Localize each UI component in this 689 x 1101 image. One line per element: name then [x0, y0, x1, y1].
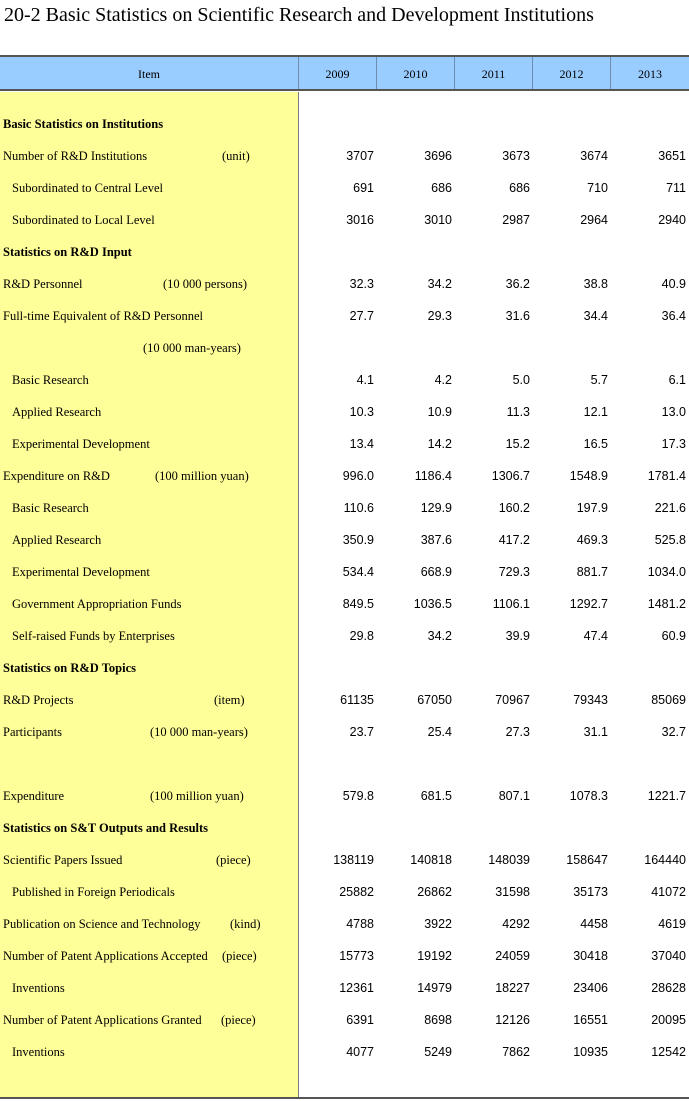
- header-item: Item: [0, 57, 299, 89]
- table-row: [0, 588, 689, 620]
- value-cell-2009: 110.6: [343, 501, 374, 515]
- value-cell-2010: 34.2: [427, 629, 452, 643]
- value-cell-2010: 1036.5: [413, 597, 452, 611]
- table-row: [0, 140, 689, 172]
- value-cell-2010: 67050: [417, 693, 452, 707]
- row-label: Experimental Development: [12, 437, 150, 451]
- value-cell-2010: 140818: [410, 853, 452, 867]
- value-cell-2009: 61135: [340, 693, 374, 707]
- value-cell-2009: 3707: [346, 149, 374, 163]
- value-cell-2011: 27.3: [505, 725, 530, 739]
- value-cell-2011: 148039: [488, 853, 530, 867]
- table-row: [0, 940, 689, 972]
- value-cell-2011: 24059: [495, 949, 530, 963]
- row-label: Scientific Papers Issued: [3, 853, 123, 867]
- header-year-2009: 2009: [299, 57, 377, 89]
- value-cell-2010: 3922: [424, 917, 452, 931]
- value-cell-2012: 1548.9: [569, 469, 608, 483]
- statistics-table: [0, 55, 689, 1099]
- value-cell-2009: 534.4: [342, 565, 374, 579]
- value-cell-2011: 39.9: [505, 629, 530, 643]
- row-unit: (piece): [222, 949, 257, 963]
- value-cell-2010: 5249: [424, 1045, 452, 1059]
- value-cell-2013: 1034.0: [647, 565, 686, 579]
- value-cell-2010: 668.9: [420, 565, 452, 579]
- value-cell-2011: 160.2: [498, 501, 530, 515]
- value-cell-2010: 387.6: [420, 533, 452, 547]
- table-row: [0, 748, 689, 780]
- table-row: [0, 524, 689, 556]
- row-unit: (piece): [216, 853, 251, 867]
- table-row: [0, 908, 689, 940]
- value-cell-2012: 158647: [566, 853, 608, 867]
- row-unit: (kind): [230, 917, 261, 931]
- table-row: [0, 844, 689, 876]
- value-cell-2012: 1292.7: [569, 597, 608, 611]
- value-cell-2011: 70967: [495, 693, 530, 707]
- row-label: Expenditure: [3, 789, 65, 803]
- value-cell-2011: 15.2: [505, 437, 530, 451]
- value-cell-2009: 10.3: [349, 405, 374, 419]
- value-cell-2012: 79343: [573, 693, 608, 707]
- value-cell-2013: 41072: [651, 885, 686, 899]
- value-cell-2012: 5.7: [590, 373, 608, 387]
- value-cell-2011: 36.2: [505, 277, 530, 291]
- value-cell-2012: 47.4: [583, 629, 608, 643]
- value-cell-2013: 6.1: [668, 373, 686, 387]
- table-row: [0, 556, 689, 588]
- value-cell-2009: 25882: [339, 885, 374, 899]
- value-cell-2010: 4.2: [434, 373, 452, 387]
- row-unit: (100 million yuan): [150, 789, 244, 803]
- value-cell-2010: 34.2: [427, 277, 452, 291]
- value-cell-2012: 2964: [580, 213, 608, 227]
- value-cell-2012: 35173: [573, 885, 608, 899]
- table-bottom-rule: [0, 1097, 689, 1099]
- table-row: [0, 332, 689, 364]
- table-row: [0, 172, 689, 204]
- row-unit: (piece): [221, 1013, 256, 1027]
- value-cell-2013: 525.8: [654, 533, 686, 547]
- table-row: [0, 876, 689, 908]
- value-cell-2009: 4077: [346, 1045, 374, 1059]
- value-cell-2009: 6391: [346, 1013, 374, 1027]
- value-cell-2010: 10.9: [427, 405, 452, 419]
- table-row: [0, 460, 689, 492]
- value-cell-2009: 27.7: [349, 309, 374, 323]
- value-cell-2011: 5.0: [512, 373, 530, 387]
- row-label: Participants: [3, 725, 63, 739]
- value-cell-2012: 31.1: [583, 725, 608, 739]
- value-cell-2011: 729.3: [498, 565, 530, 579]
- value-cell-2012: 16.5: [583, 437, 608, 451]
- value-cell-2013: 60.9: [661, 629, 686, 643]
- value-cell-2012: 30418: [573, 949, 608, 963]
- table-row: [0, 428, 689, 460]
- value-cell-2011: 31.6: [505, 309, 530, 323]
- value-cell-2011: 18227: [495, 981, 530, 995]
- value-cell-2013: 17.3: [661, 437, 686, 451]
- value-cell-2011: 12126: [495, 1013, 530, 1027]
- table-row: [0, 204, 689, 236]
- value-cell-2011: 2987: [502, 213, 530, 227]
- value-cell-2013: 2940: [658, 213, 686, 227]
- section-heading: Statistics on R&D Input: [3, 245, 132, 259]
- table-row: [0, 364, 689, 396]
- row-unit: (item): [214, 693, 245, 707]
- value-cell-2009: 996.0: [342, 469, 374, 483]
- value-cell-2012: 881.7: [576, 565, 608, 579]
- row-label: Number of Patent Applications Granted: [3, 1013, 202, 1027]
- table-body: [0, 108, 689, 1068]
- section-heading: Statistics on R&D Topics: [3, 661, 137, 675]
- row-label: Full-time Equivalent of R&D Personnel: [3, 309, 203, 323]
- value-cell-2012: 16551: [573, 1013, 608, 1027]
- value-cell-2013: 711: [666, 181, 686, 195]
- header-year-2010: 2010: [377, 57, 455, 89]
- section-row: [0, 652, 689, 684]
- row-label: Basic Research: [12, 501, 89, 515]
- table-title: 20-2 Basic Statistics on Scientific Research and Development Institutions: [4, 4, 594, 26]
- value-cell-2011: 807.1: [498, 789, 530, 803]
- value-cell-2013: 1481.2: [647, 597, 686, 611]
- value-cell-2011: 1106.1: [492, 597, 530, 611]
- value-cell-2010: 129.9: [420, 501, 452, 515]
- section-row: [0, 108, 689, 140]
- row-label: Publication on Science and Technology: [3, 917, 201, 931]
- value-cell-2010: 3010: [424, 213, 452, 227]
- value-cell-2011: 11.3: [506, 405, 530, 419]
- row-label: R&D Projects: [3, 693, 74, 707]
- header-year-2012: 2012: [533, 57, 611, 89]
- value-cell-2013: 12542: [651, 1045, 686, 1059]
- value-cell-2009: 32.3: [349, 277, 374, 291]
- value-cell-2011: 417.2: [498, 533, 530, 547]
- row-label: Subordinated to Central Level: [12, 181, 164, 195]
- value-cell-2013: 3651: [658, 149, 686, 163]
- value-cell-2013: 28628: [651, 981, 686, 995]
- value-cell-2010: 686: [431, 181, 452, 195]
- value-cell-2009: 4788: [346, 917, 374, 931]
- value-cell-2013: 85069: [651, 693, 686, 707]
- value-cell-2012: 469.3: [576, 533, 608, 547]
- value-cell-2010: 26862: [417, 885, 452, 899]
- value-cell-2012: 3674: [580, 149, 608, 163]
- value-cell-2012: 197.9: [576, 501, 608, 515]
- row-unit: (10 000 man-years): [143, 341, 241, 355]
- value-cell-2013: 221.6: [654, 501, 686, 515]
- value-cell-2013: 13.0: [661, 405, 686, 419]
- value-cell-2011: 686: [509, 181, 530, 195]
- value-cell-2010: 8698: [424, 1013, 452, 1027]
- value-cell-2009: 579.8: [342, 789, 374, 803]
- value-cell-2013: 164440: [644, 853, 686, 867]
- table-row: [0, 396, 689, 428]
- row-unit: (unit): [222, 149, 250, 163]
- value-cell-2013: 1221.7: [647, 789, 686, 803]
- section-heading: Basic Statistics on Institutions: [3, 117, 164, 131]
- value-cell-2011: 1306.7: [491, 469, 530, 483]
- row-label: Experimental Development: [12, 565, 150, 579]
- value-cell-2011: 7862: [502, 1045, 530, 1059]
- row-label: Basic Research: [12, 373, 89, 387]
- table-row: [0, 620, 689, 652]
- table-row: [0, 492, 689, 524]
- value-cell-2009: 849.5: [342, 597, 374, 611]
- section-row: [0, 812, 689, 844]
- value-cell-2009: 691: [353, 181, 374, 195]
- value-cell-2013: 32.7: [661, 725, 686, 739]
- table-row: [0, 780, 689, 812]
- value-cell-2012: 710: [587, 181, 608, 195]
- section-row: [0, 236, 689, 268]
- value-cell-2010: 29.3: [427, 309, 452, 323]
- value-cell-2013: 36.4: [661, 309, 686, 323]
- value-cell-2009: 15773: [339, 949, 374, 963]
- value-cell-2009: 12361: [339, 981, 374, 995]
- row-unit: (100 million yuan): [155, 469, 249, 483]
- row-label: R&D Personnel: [3, 277, 83, 291]
- row-label: Number of R&D Institutions: [3, 149, 148, 163]
- row-label: Subordinated to Local Level: [12, 213, 155, 227]
- value-cell-2011: 31598: [495, 885, 530, 899]
- row-label: Number of Patent Applications Accepted: [3, 949, 208, 963]
- row-label: Inventions: [12, 981, 65, 995]
- value-cell-2009: 350.9: [342, 533, 374, 547]
- table-row: [0, 684, 689, 716]
- value-cell-2010: 19192: [417, 949, 452, 963]
- value-cell-2009: 138119: [333, 853, 374, 867]
- header-year-2013: 2013: [638, 67, 662, 81]
- value-cell-2013: 4619: [658, 917, 686, 931]
- value-cell-2012: 23406: [573, 981, 608, 995]
- row-label: Government Appropriation Funds: [12, 597, 182, 611]
- table-row: [0, 1004, 689, 1036]
- value-cell-2011: 4292: [502, 917, 530, 931]
- row-label: Applied Research: [12, 405, 102, 419]
- header-year-2011: 2011: [455, 57, 533, 89]
- table-header: [0, 55, 689, 91]
- value-cell-2009: 13.4: [349, 437, 374, 451]
- value-cell-2012: 12.1: [583, 405, 608, 419]
- value-cell-2013: 37040: [651, 949, 686, 963]
- section-heading: Statistics on S&T Outputs and Results: [3, 821, 209, 835]
- row-unit: (10 000 persons): [163, 277, 248, 291]
- value-cell-2012: 34.4: [583, 309, 608, 323]
- value-cell-2010: 3696: [424, 149, 452, 163]
- value-cell-2012: 1078.3: [569, 789, 608, 803]
- value-cell-2010: 1186.4: [414, 469, 452, 483]
- table-row: [0, 972, 689, 1004]
- value-cell-2009: 3016: [346, 213, 374, 227]
- value-cell-2013: 40.9: [661, 277, 686, 291]
- value-cell-2009: 4.1: [356, 373, 374, 387]
- row-label: Expenditure on R&D: [3, 469, 110, 483]
- value-cell-2012: 38.8: [583, 277, 608, 291]
- value-cell-2009: 23.7: [349, 725, 374, 739]
- row-label: Inventions: [12, 1045, 65, 1059]
- table-row: [0, 1036, 689, 1068]
- value-cell-2012: 4458: [580, 917, 608, 931]
- row-label: Self-raised Funds by Enterprises: [12, 629, 175, 643]
- row-unit: (10 000 man-years): [150, 725, 248, 739]
- value-cell-2013: 20095: [651, 1013, 686, 1027]
- value-cell-2013: 1781.4: [647, 469, 686, 483]
- value-cell-2009: 29.8: [349, 629, 374, 643]
- value-cell-2012: 10935: [573, 1045, 608, 1059]
- table-row: [0, 268, 689, 300]
- value-cell-2010: 14.2: [427, 437, 452, 451]
- value-cell-2010: 681.5: [420, 789, 452, 803]
- row-label: Applied Research: [12, 533, 102, 547]
- value-cell-2010: 25.4: [427, 725, 452, 739]
- value-cell-2011: 3673: [502, 149, 530, 163]
- table-row: [0, 716, 689, 748]
- row-label: Published in Foreign Periodicals: [12, 885, 175, 899]
- table-row: [0, 300, 689, 332]
- value-cell-2010: 14979: [417, 981, 452, 995]
